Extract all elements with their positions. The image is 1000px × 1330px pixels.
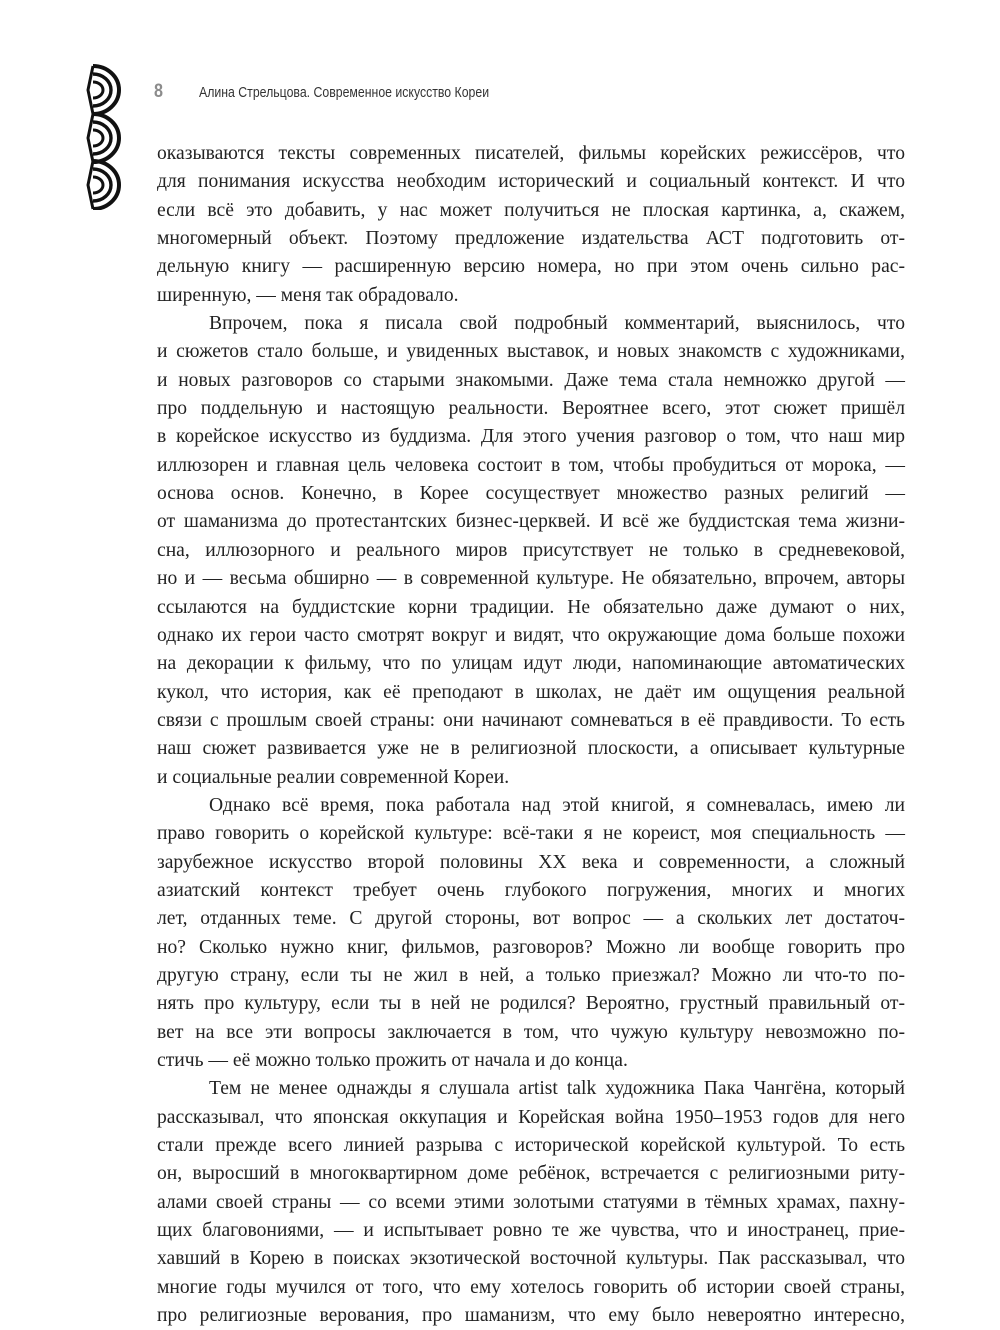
text-line: для понимания искусства необходим исторический и социальный контекст. И что [157,171,905,193]
text-line: про религиозные верования, про шаманизм, что ему было невероятно интересно, [157,1305,905,1327]
text-line: и социальные реалии современной Кореи. [157,766,510,788]
text-line: иллюзорен и главная цель человека состоит в том, чтобы пробудиться от морока, — [157,454,905,476]
text-line: вет на все эти вопросы заключается в том, что чужую культуру невозможно по- [157,1021,905,1043]
text-line: он, выросший в многоквартирном доме ребёнок, встречается с религиозными риту- [157,1163,905,1185]
text-line: однако их герои часто смотрят вокруг и видят, что окружающие дома больше похожи [157,624,905,646]
text-line: лет, отданных теме. С другой стороны, вот вопрос — а скольких лет достаточ- [157,908,905,930]
text-line: стали прежде всего линией разрыва с исторической корейской культурой. То есть [157,1135,905,1157]
running-head [154,80,553,104]
text-line: стичь — её можно только прожить от начала и до конца. [157,1050,628,1071]
text-line: на декорации к фильму, что по улицам идут люди, напоминающие автоматических [157,653,905,675]
paragraph-3 [157,792,905,1075]
text-line: наш сюжет развивается уже не в религиозной плоскости, а описывает культурные [157,738,905,760]
text-line: дельную книгу — расширенную версию номера, но при этом очень сильно рас- [157,256,905,278]
text-line: Однако всё время, пока работала над этой книгой, я сомневалась, имею ли [209,794,905,816]
text-line: сна, иллюзорного и реального миров присутствует не только в средневековой, [157,539,905,561]
text-line: зарубежное искусство второй половины XX века и современности, а сложный [157,851,905,873]
text-line: кукол, что история, как её преподают в школах, не даёт им ощущения реальной [157,681,905,703]
text-line: Впрочем, пока я писала свой подробный комментарий, выяснилось, что [209,313,905,335]
paragraph-1 [157,140,905,310]
wave-arcs-ornament-icon [85,64,125,210]
text-line: щих благовониями, — и испытывает ровно те же чувства, что и иностранец, прие- [157,1220,905,1242]
text-line: другую страну, если ты не жил в ней, а только приезжал? Можно ли что-то по- [157,964,905,986]
text-line: связи с прошлым своей страны: они начинают сомневаться в её правдивости. То есть [157,709,905,731]
text-line: рассказывал, что японская оккупация и Корейская война 1950–1953 годов для него [157,1106,905,1128]
wave-arc-motif-2 [88,114,119,162]
text-line: многомерный объект. Поэтому предложение издательства АСТ подготовить от- [157,228,905,250]
text-line: но? Сколько нужно книг, фильмов, разговоров? Можно ли вообще говорить про [157,936,905,958]
text-line: ссылаются на буддистские корни традиции. Не обязательно даже думают о них, [157,596,905,618]
text-line: нять про культуру, если ты в ней не родился? Вероятно, грустный правильный от- [157,993,905,1015]
text-line: хавший в Корею в поисках экзотической восточной культуры. Пак рассказывал, что [157,1248,905,1270]
text-line: в корейское искусство из буддизма. Для этого учения разговор о том, что наш мир [157,426,905,448]
text-line: от шаманизма до протестантских бизнес-церквей. И всё же буддистская тема жизни- [157,511,905,533]
text-line: ширенную, — меня так обрадовало. [157,284,459,306]
text-line: и сюжетов стало больше, и увиденных выставок, и новых знакомств с художниками, [157,341,905,363]
text-line: основа основ. Конечно, в Корее сосуществует множество разных религий — [157,483,905,505]
wave-arc-motif-1 [88,66,119,114]
paragraph-2 [157,310,905,792]
text-line: Тем не менее однажды я слушала artist talk художника Пака Чангёна, который [209,1078,905,1100]
text-line: если всё это добавить, у нас может получиться не плоская картинка, а, скажем, [157,199,905,221]
wave-arc-motif-3 [88,161,119,209]
text-line: но и — весьма обширно — в современной культуре. Не обязательно, впрочем, авторы [157,568,905,590]
page-number: 8 [154,81,163,102]
text-line: многие годы мучился от того, что ему хотелось говорить об истории своей страны, [157,1276,905,1298]
text-line: алами своей страны — со всеми этими золотыми статуями в тёмных храмах, пахну- [157,1191,905,1213]
text-line: оказываются тексты современных писателей, фильмы корейских режиссёров, что [157,143,905,164]
paragraph-4 [157,1075,905,1330]
text-line: про поддельную и настоящую реальности. Вероятнее всего, этот сюжет пришёл [157,398,905,420]
text-line: азиатский контекст требует очень глубокого погружения, многих и многих [157,879,905,901]
body-text [157,140,905,1330]
text-line: право говорить о корейской культуре: всё-таки я не кореист, моя специальность — [157,823,905,845]
running-title: Алина Стрельцова. Современное искусство Кореи [199,83,490,101]
text-line: и новых разговоров со старыми знакомыми. Даже тема стала немножко другой — [157,369,905,391]
